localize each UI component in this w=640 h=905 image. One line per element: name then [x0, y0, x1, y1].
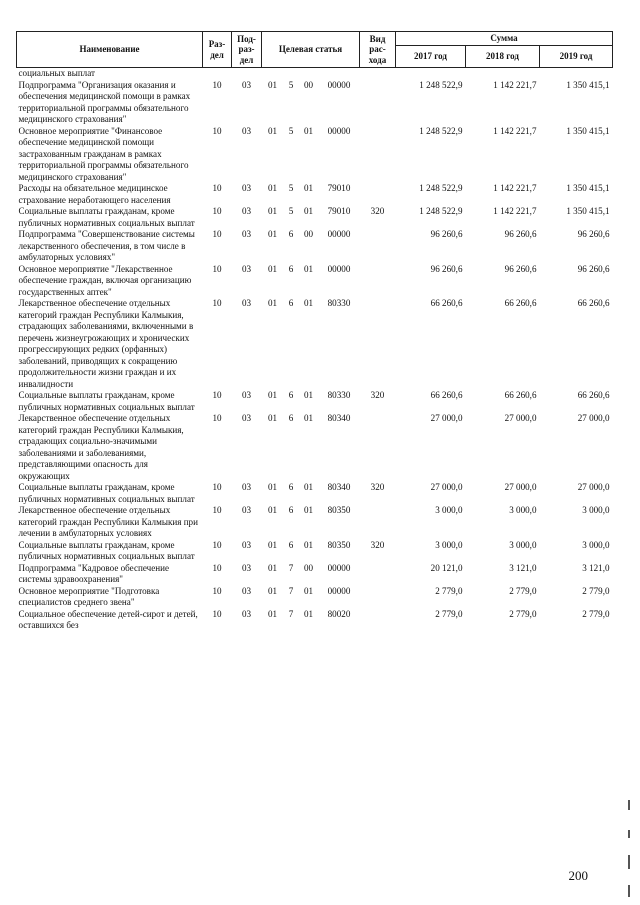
row-target-subprogram: 7 — [288, 562, 294, 573]
row-target-event: 01 — [303, 390, 314, 400]
row-podrazdel: 03 — [241, 585, 252, 596]
row-sum-2017: 20 121,0 — [430, 562, 463, 573]
row-target-subprogram: 5 — [288, 183, 294, 193]
header-year-2017: 2017 год — [396, 46, 466, 68]
row-sum-2017: 27 000,0 — [430, 413, 463, 423]
row-razdel: 10 — [212, 183, 222, 193]
row-sum-2019: 3 000,0 — [582, 505, 610, 515]
row-target-event: 01 — [303, 608, 314, 619]
row-podrazdel: 03 — [241, 505, 252, 515]
row-razdel: 10 — [212, 505, 222, 515]
row-podrazdel: 03 — [241, 206, 252, 216]
row-sum-2018: 3 000,0 — [509, 505, 537, 515]
row-target-program: 01 — [267, 390, 278, 400]
table-row — [17, 586, 613, 609]
row-target-program: 01 — [267, 183, 278, 193]
row-target-event: 01 — [303, 482, 314, 492]
table-body — [17, 68, 613, 632]
row-name: Подпрограмма "Совершенствование системы лекарственного обеспечения, в том числе в амбулаторных условиях" — [18, 229, 195, 262]
row-name: Лекарственное обеспечение отдельных категорий граждан Республики Калмыкия, страдающих социально-значимыми заболеваниями и заболеваниями, представляющими опасность для окружающих — [18, 413, 184, 481]
budget-table — [16, 31, 613, 632]
row-razdel: 10 — [212, 206, 222, 216]
row-target-direction: 00000 — [327, 562, 351, 573]
row-razdel: 10 — [212, 125, 222, 136]
row-sum-2019: 2 779,0 — [582, 585, 610, 596]
row-target-direction: 79010 — [327, 206, 351, 216]
row-name: Основное мероприятие "Лекарственное обеспечение граждан, включая организацию государственных аптек" — [18, 263, 192, 297]
row-sum-2018: 1 142 221,7 — [493, 183, 537, 193]
row-sum-2018: 1 142 221,7 — [493, 79, 537, 90]
header-sum: Сумма — [396, 32, 613, 46]
row-target-subprogram: 6 — [288, 482, 294, 492]
row-expense-type — [360, 229, 396, 264]
row-sum-2017: 1 248 522,9 — [419, 79, 463, 90]
row-sum-2017: 1 248 522,9 — [419, 206, 463, 216]
table-row — [17, 206, 613, 229]
table-row — [17, 563, 613, 586]
row-sum-2019: 1 350 415,1 — [566, 206, 610, 216]
row-expense-type: 320 — [370, 482, 385, 492]
row-sum-2018: 1 142 221,7 — [493, 206, 537, 216]
row-sum-2019: 96 260,6 — [577, 229, 610, 239]
row-target-program: 01 — [267, 482, 278, 492]
row-sum-2017: 66 260,6 — [430, 298, 463, 308]
row-sum-2018: 2 779,0 — [509, 608, 537, 619]
row-sum-2018: 27 000,0 — [504, 413, 537, 423]
row-sum-2019: 27 000,0 — [577, 413, 610, 423]
row-sum-2019: 96 260,6 — [577, 263, 610, 274]
row-razdel: 10 — [212, 79, 222, 90]
row-name: Лекарственное обеспечение отдельных категорий граждан Республики Калмыкия, страдающих заболеваниями, включенными в перечень жизнеугрожающих и хронических прогрессирующих редких (орфанных) заболеваний, приводящих к сокращению продолжительности жизни граждан и их инвалидности — [18, 298, 194, 389]
row-sum-2018: 2 779,0 — [509, 585, 537, 596]
table-row — [17, 183, 613, 206]
page-number: 200 — [568, 868, 588, 883]
row-name: Подпрограмма "Кадровое обеспечение системы здравоохранения" — [18, 562, 170, 584]
row-name: Социальные выплаты гражданам, кроме публичных нормативных социальных выплат — [18, 482, 195, 504]
table-row — [17, 126, 613, 184]
row-sum-2019: 1 350 415,1 — [566, 79, 610, 90]
row-target-program: 01 — [267, 608, 278, 619]
row-name: Социальные выплаты гражданам, кроме публичных нормативных социальных выплат — [18, 206, 195, 228]
row-target-program: 01 — [267, 79, 278, 90]
row-target-subprogram: 6 — [288, 390, 294, 400]
row-target-direction: 80350 — [327, 539, 351, 550]
row-target-subprogram: 6 — [288, 263, 294, 274]
row-target-event: 01 — [303, 183, 314, 193]
row-target-event: 01 — [303, 263, 314, 274]
row-podrazdel: 03 — [241, 79, 252, 90]
row-target-event: 01 — [303, 413, 314, 423]
row-target-direction: 00000 — [327, 229, 351, 239]
row-expense-type: 320 — [370, 539, 385, 550]
table-row — [17, 505, 613, 540]
row-expense-type — [360, 298, 396, 390]
row-target-subprogram: 6 — [288, 539, 294, 550]
continuation-text: социальных выплат — [18, 68, 95, 78]
row-target-direction: 80340 — [327, 482, 351, 492]
row-sum-2017: 3 000,0 — [435, 539, 463, 550]
row-sum-2019: 3 121,0 — [582, 562, 610, 573]
continuation-row — [17, 68, 613, 80]
table-row — [17, 413, 613, 482]
row-sum-2017: 1 248 522,9 — [419, 125, 463, 136]
table-row — [17, 390, 613, 413]
row-podrazdel: 03 — [241, 608, 252, 619]
row-expense-type — [360, 264, 396, 299]
row-sum-2018: 96 260,6 — [504, 263, 537, 274]
row-sum-2019: 27 000,0 — [577, 482, 610, 492]
row-sum-2017: 2 779,0 — [435, 608, 463, 619]
row-expense-type — [360, 80, 396, 126]
row-podrazdel: 03 — [241, 298, 252, 308]
row-target-direction: 00000 — [327, 79, 351, 90]
row-sum-2018: 1 142 221,7 — [493, 125, 537, 136]
row-expense-type — [360, 413, 396, 482]
table-row — [17, 482, 613, 505]
row-target-subprogram: 5 — [288, 206, 294, 216]
row-target-direction: 00000 — [327, 585, 351, 596]
row-sum-2019: 1 350 415,1 — [566, 125, 610, 136]
row-razdel: 10 — [212, 482, 222, 492]
row-sum-2018: 3 121,0 — [509, 562, 537, 573]
row-target-subprogram: 6 — [288, 505, 294, 515]
row-sum-2017: 66 260,6 — [430, 390, 463, 400]
row-target-direction: 00000 — [327, 125, 351, 136]
row-sum-2019: 66 260,6 — [577, 298, 610, 308]
row-name: Социальные выплаты гражданам, кроме публичных нормативных социальных выплат — [18, 390, 195, 412]
row-name: Социальное обеспечение детей-сирот и детей, оставшихся без — [18, 608, 198, 630]
row-target-program: 01 — [267, 206, 278, 216]
row-target-program: 01 — [267, 539, 278, 550]
header-podrazdel: Под- раз- дел — [232, 32, 262, 68]
row-podrazdel: 03 — [241, 482, 252, 492]
row-expense-type — [360, 126, 396, 184]
row-name: Основное мероприятие "Финансовое обеспечение медицинской помощи застрахованным гражданам в рамках территориальной программы обязательного медицинского страхования" — [18, 125, 189, 182]
row-expense-type — [360, 609, 396, 632]
row-expense-type — [360, 505, 396, 540]
table-row — [17, 229, 613, 264]
row-sum-2018: 66 260,6 — [504, 390, 537, 400]
row-sum-2017: 3 000,0 — [435, 505, 463, 515]
row-expense-type: 320 — [370, 390, 385, 400]
table-header — [17, 32, 613, 68]
row-expense-type — [360, 183, 396, 206]
header-expense-type: Вид рас- хода — [360, 32, 396, 68]
scan-margin-marks — [627, 800, 631, 900]
row-target-event: 01 — [303, 585, 314, 596]
row-sum-2018: 96 260,6 — [504, 229, 537, 239]
row-podrazdel: 03 — [241, 125, 252, 136]
row-razdel: 10 — [212, 608, 222, 619]
row-sum-2019: 2 779,0 — [582, 608, 610, 619]
row-sum-2019: 66 260,6 — [577, 390, 610, 400]
row-expense-type — [360, 586, 396, 609]
row-target-direction: 80340 — [327, 413, 351, 423]
row-razdel: 10 — [212, 263, 222, 274]
row-target-subprogram: 6 — [288, 298, 294, 308]
row-razdel: 10 — [212, 585, 222, 596]
row-name: Подпрограмма "Организация оказания и обеспечения медицинской помощи в рамках территориальной программы обязательного медицинского страхования" — [18, 79, 191, 124]
row-target-direction: 00000 — [327, 263, 351, 274]
row-sum-2018: 66 260,6 — [504, 298, 537, 308]
row-target-event: 01 — [303, 125, 314, 136]
row-sum-2017: 96 260,6 — [430, 229, 463, 239]
row-podrazdel: 03 — [241, 263, 252, 274]
row-razdel: 10 — [212, 539, 222, 550]
row-expense-type: 320 — [370, 206, 385, 216]
row-target-program: 01 — [267, 125, 278, 136]
row-sum-2017: 96 260,6 — [430, 263, 463, 274]
row-razdel: 10 — [212, 413, 222, 423]
row-razdel: 10 — [212, 562, 222, 573]
table-row — [17, 80, 613, 126]
row-name: Социальные выплаты гражданам, кроме публичных нормативных социальных выплат — [18, 539, 195, 561]
row-target-program: 01 — [267, 505, 278, 515]
row-target-event: 01 — [303, 298, 314, 308]
table-row — [17, 609, 613, 632]
row-target-program: 01 — [267, 229, 278, 239]
row-target-event: 00 — [303, 562, 314, 573]
row-target-subprogram: 6 — [288, 229, 294, 239]
row-target-event: 01 — [303, 206, 314, 216]
table-row — [17, 298, 613, 390]
row-target-program: 01 — [267, 585, 278, 596]
row-target-direction: 80350 — [327, 505, 351, 515]
row-target-program: 01 — [267, 562, 278, 573]
row-target-direction: 79010 — [327, 183, 351, 193]
row-expense-type — [360, 563, 396, 586]
header-name: Наименование — [17, 32, 203, 68]
row-razdel: 10 — [212, 229, 222, 239]
table-row — [17, 540, 613, 563]
row-podrazdel: 03 — [241, 413, 252, 423]
row-target-program: 01 — [267, 263, 278, 274]
header-razdel: Раз- дел — [203, 32, 232, 68]
row-target-subprogram: 5 — [288, 125, 294, 136]
row-sum-2019: 1 350 415,1 — [566, 183, 610, 193]
row-name: Расходы на обязательное медицинское страхование неработающего населения — [18, 183, 171, 205]
row-target-event: 00 — [303, 79, 314, 90]
row-target-direction: 80330 — [327, 390, 351, 400]
row-target-event: 01 — [303, 505, 314, 515]
row-name: Лекарственное обеспечение отдельных категорий граждан Республики Калмыкия при лечении в амбулаторных условиях — [18, 505, 198, 538]
header-year-2019: 2019 год — [540, 46, 613, 68]
row-sum-2017: 1 248 522,9 — [419, 183, 463, 193]
row-target-subprogram: 7 — [288, 608, 294, 619]
row-target-direction: 80020 — [327, 608, 351, 619]
row-target-event: 00 — [303, 229, 314, 239]
row-target-subprogram: 5 — [288, 79, 294, 90]
row-podrazdel: 03 — [241, 539, 252, 550]
row-sum-2017: 2 779,0 — [435, 585, 463, 596]
row-target-subprogram: 6 — [288, 413, 294, 423]
row-podrazdel: 03 — [241, 229, 252, 239]
row-razdel: 10 — [212, 390, 222, 400]
row-sum-2017: 27 000,0 — [430, 482, 463, 492]
row-razdel: 10 — [212, 298, 222, 308]
row-podrazdel: 03 — [241, 183, 252, 193]
header-target-article: Целевая статья — [262, 32, 360, 68]
row-sum-2018: 3 000,0 — [509, 539, 537, 550]
row-podrazdel: 03 — [241, 390, 252, 400]
row-target-program: 01 — [267, 413, 278, 423]
row-sum-2018: 27 000,0 — [504, 482, 537, 492]
row-target-event: 01 — [303, 539, 314, 550]
row-target-subprogram: 7 — [288, 585, 294, 596]
header-year-2018: 2018 год — [466, 46, 540, 68]
row-target-direction: 80330 — [327, 298, 351, 308]
row-target-program: 01 — [267, 298, 278, 308]
row-sum-2019: 3 000,0 — [582, 539, 610, 550]
row-name: Основное мероприятие "Подготовка специалистов среднего звена" — [18, 585, 160, 607]
row-podrazdel: 03 — [241, 562, 252, 573]
table-row — [17, 264, 613, 299]
